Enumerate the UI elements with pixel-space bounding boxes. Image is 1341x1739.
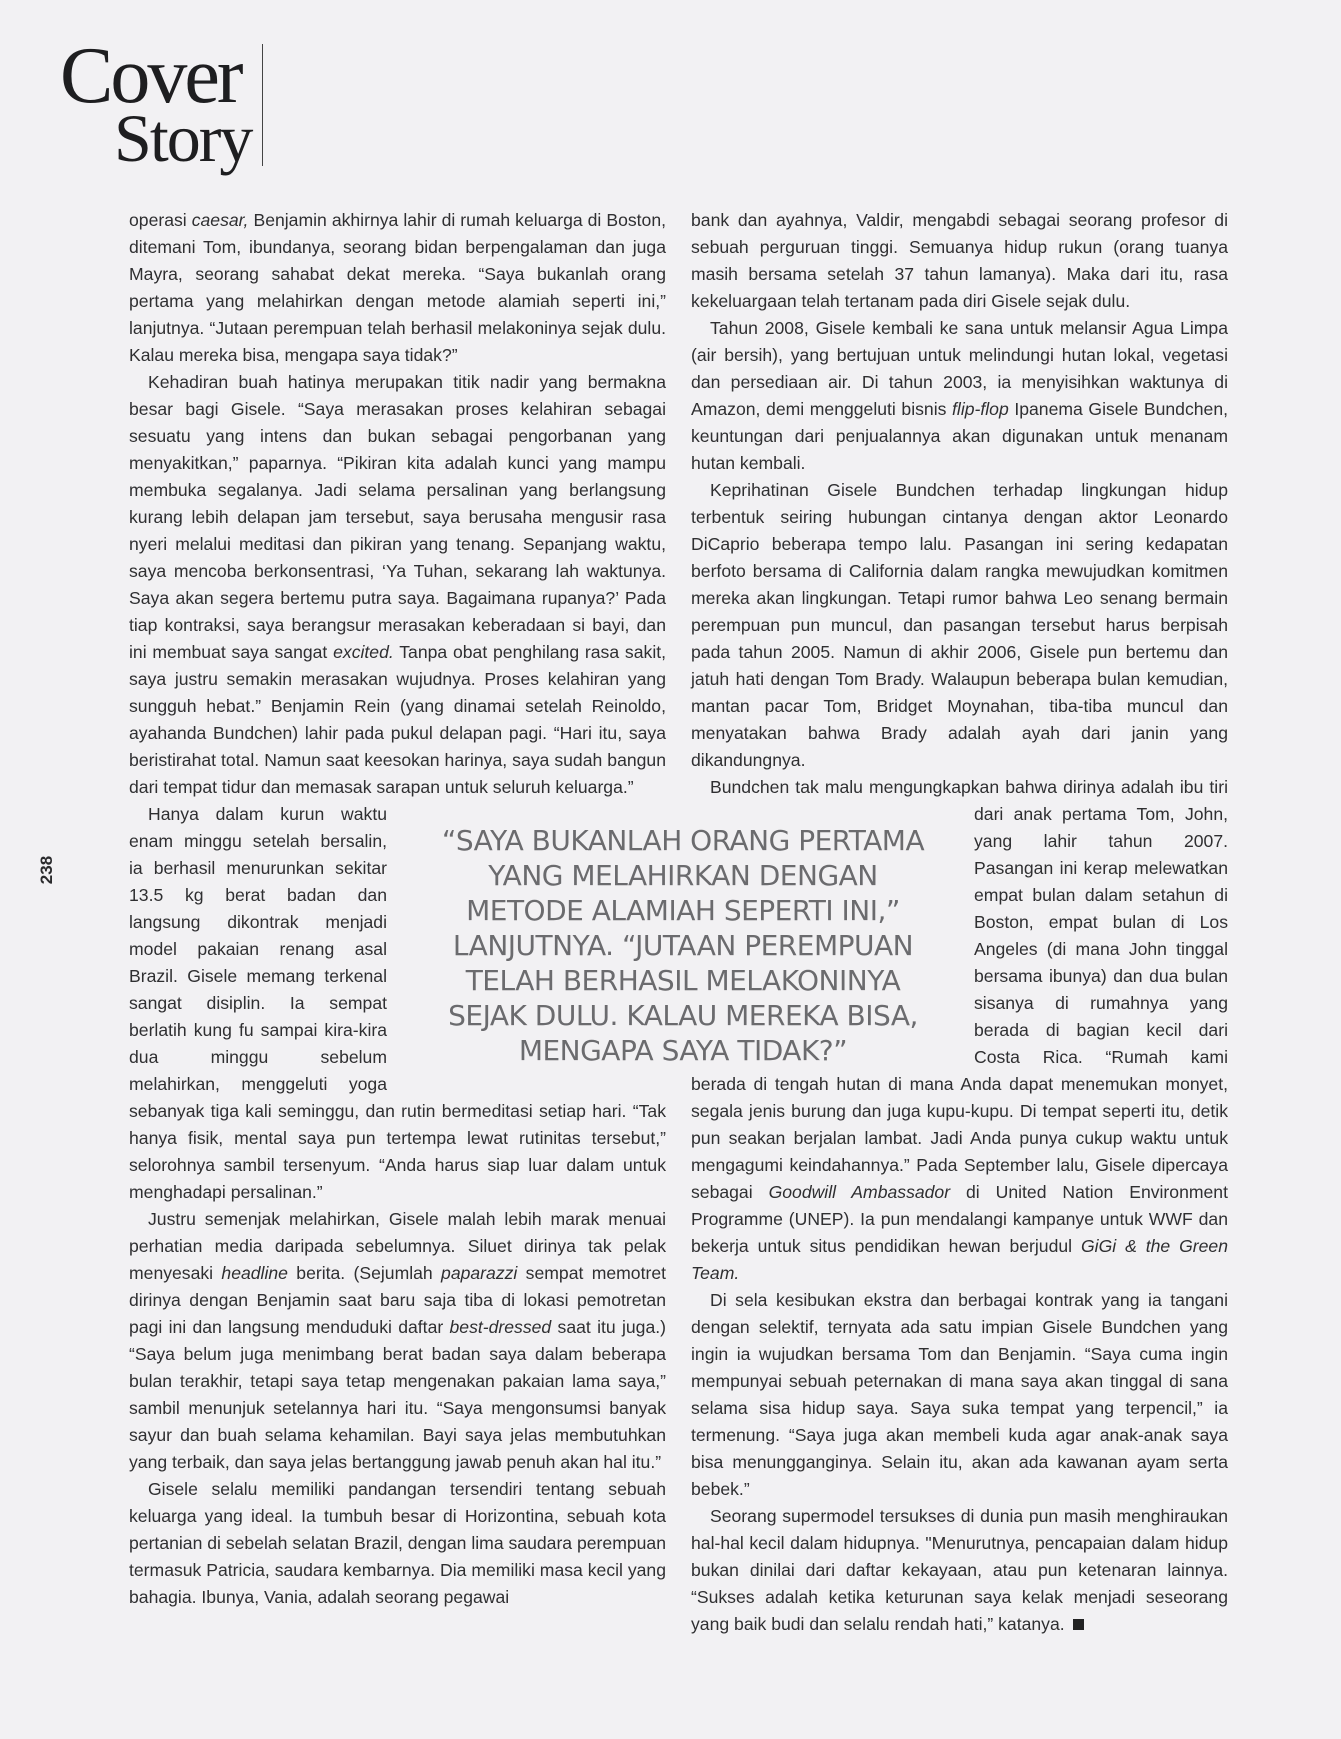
paragraph: Hanya dalam kurun waktu enam minggu setelah bersalin, ia berhasil menurunkan sekitar 13.5 kg berat badan dan langsung dikontrak menjadi model pakaian renang asal Brazil. Gisele memang terkenal sangat disiplin. Ia sempat berlatih kung fu sampai kira-kira dua minggu sebelum melahirkan, menggeluti yoga sebanyak tiga kali seminggu, dan rutin bermeditasi setiap hari. “Tak hanya fisik, mental saya pun tertempa lewat rutinitas tersebut,” selorohnya sambil tersenyum. “Anda harus siap luar dalam untuk menghadapi persalinan.” xyxy=(129,804,666,1202)
page-number: 238 xyxy=(37,855,56,885)
pull-quote: “SAYA BUKANLAH ORANG PERTAMA YANG MELAHIRKAN DENGAN METODE ALAMIAH SEPERTI INI,” LANJUTNYA. “JUTAAN PEREMPUAN TELAH BERHASIL MELAKONINYA SEJAK DULU. KALAU MEREKA BISA, MENGAPA SAYA TIDAK?” xyxy=(441,824,925,1067)
paragraph: operasi caesar, Benjamin akhirnya lahir di rumah keluarga di Boston, ditemani Tom, ibundanya, seorang bidan berpengalaman dan juga Mayra, seorang sahabat dekat mereka. “Saya bukanlah orang pertama yang melahirkan dengan metode alamiah seperti ini,” lanjutnya. “Jutaan perempuan telah berhasil melakoninya sejak dulu. Kalau mereka bisa, mengapa saya tidak?” xyxy=(129,210,667,365)
paragraph: Seorang supermodel tersukses di dunia pun masih menghiraukan hal-hal kecil dalam hidupnya. "Menurutnya, pencapaian dalam hidup bukan dinilai dari daftar kekayaan, atau pun ketenaran lainnya. “Sukses adalah ketika keturunan saya kelak menjadi seseorang yang baik budi dan selalu rendah hati,” katanya. xyxy=(691,1506,1228,1634)
paragraph: Di sela kesibukan ekstra dan berbagai kontrak yang ia tangani dengan selektif, ternyata ada satu impian Gisele Bundchen yang ingin ia wujudkan bersama Tom dan Benjamin. “Saya cuma ingin mempunyai sebuah peternakan di mana saya akan tinggal di sana selama sisa hidup saya. Saya suka tempat yang terpencil,” ia termenung. “Saya juga akan membeli kuda agar anak-anak saya bisa menungganginya. Selain itu, akan ada kawanan ayam serta bebek.” xyxy=(691,1290,1228,1499)
end-of-article-mark xyxy=(1073,1619,1084,1630)
paragraph: Kehadiran buah hatinya merupakan titik nadir yang bermakna besar bagi Gisele. “Saya merasakan proses kelahiran sebagai sesuatu yang intens dan bukan sebagai pengorbanan yang menyakitkan,” paparnya. “Pikiran kita adalah kunci yang mampu membuka segalanya. Jadi selama persalinan yang berlangsung kurang lebih delapan jam tersebut, saya berusaha mengusir rasa nyeri melalui meditasi dan pikiran yang tenang. Sepanjang waktu, saya mencoba berkonsentrasi, ‘Ya Tuhan, sekarang lah waktunya. Saya akan segera bertemu putra saya. Bagaimana rupanya?’ Pada tiap kontraksi, saya berangsur merasakan keberadaan si bayi, dan ini membuat saya sangat excited. Tanpa obat penghilang rasa sakit, saya justru semakin merasakan wujudnya. Proses kelahiran yang sungguh hebat.” Benjamin Rein (yang dinamai setelah Reinoldo, ayahanda Bundchen) lahir pada pukul delapan pagi. “Hari itu, saya beristirahat total. Namun saat keesokan harinya, saya sudah bangun dari tempat tidur dan memasak sarapan untuk seluruh keluarga.” xyxy=(129,372,666,797)
paragraph: bank dan ayahnya, Valdir, mengabdi sebagai seorang profesor di sebuah perguruan tinggi. Semuanya hidup rukun (orang tuanya masih bersama setelah 37 tahun lamanya). Maka dari itu, rasa kekeluargaan telah tertanam pada diri Gisele sejak dulu. xyxy=(691,210,1228,311)
paragraph: Keprihatinan Gisele Bundchen terhadap lingkungan hidup terbentuk seiring hubungan cintanya dengan aktor Leonardo DiCaprio beberapa tempo lalu. Pasangan ini sering kedapatan berfoto bersama di California dalam rangka mewujudkan komitmen mereka akan lingkungan. Tetapi rumor bahwa Leo senang bermain perempuan pun muncul, dan pasangan tersebut harus berpisah pada tahun 2005. Namun di akhir 2006, Gisele pun bertemu dan jatuh hati dengan Tom Brady. Walaupun beberapa bulan kemudian, mantan pacar Tom, Bridget Moynahan, tiba-tiba muncul dan menyatakan bahwa Brady adalah ayah dari janin yang dikandungnya. xyxy=(691,480,1228,770)
section-title-story: Story xyxy=(114,100,252,176)
header-divider xyxy=(262,44,263,166)
paragraph: Bundchen tak malu mengungkapkan bahwa dirinya adalah ibu tiri dari anak pertama Tom, John, yang lahir tahun 2007. Pasangan ini kerap melewatkan empat bulan dalam setahun di Boston, empat bulan di Los Angeles (di mana John tinggal bersama ibunya) dan dua bulan sisanya di rumahnya yang berada di bagian kecil dari Costa Rica. “Rumah kami berada di tengah hutan di mana Anda dapat menemukan monyet, segala jenis burung dan juga kupu-kupu. Di tempat seperti itu, detik pun seakan berjalan lambat. Jadi Anda punya cukup waktu untuk mengagumi keindahannya.” Pada September lalu, Gisele dipercaya sebagai Goodwill Ambassador di United Nation Environment Programme (UNEP). Ia pun mendalangi kampanye untuk WWF dan bekerja untuk situs pendidikan hewan berjudul GiGi & the Green Team. xyxy=(691,777,1228,1283)
section-header xyxy=(60,32,270,176)
paragraph: Gisele selalu memiliki pandangan tersendiri tentang sebuah keluarga yang ideal. Ia tumbuh besar di Horizontina, sebuah kota pertanian di sebelah selatan Brazil, dengan lima saudara perempuan termasuk Patricia, saudara kembarnya. Dia memiliki masa kecil yang bahagia. Ibunya, Vania, adalah seorang pegawai xyxy=(129,1479,666,1607)
paragraph: Justru semenjak melahirkan, Gisele malah lebih marak menuai perhatian media daripada sebelumnya. Siluet dirinya tak pelak menyesaki headline berita. (Sejumlah paparazzi sempat memotret dirinya dengan Benjamin saat baru saja tiba di lokasi pemotretan pagi ini dan langsung menduduki daftar best-dressed saat itu juga.) “Saya belum juga menimbang berat badan saya dalam beberapa bulan terakhir, tetapi saya tetap mengenakan pakaian lama saya,” sambil menunjuk setelannya hari itu. “Saya mengonsumsi banyak sayur dan buah selama kehamilan. Bayi saya jelas membutuhkan yang terbaik, dan saya jelas bertanggung jawab penuh akan hal itu.” xyxy=(129,1209,666,1472)
paragraph: Tahun 2008, Gisele kembali ke sana untuk melansir Agua Limpa (air bersih), yang bertujuan untuk melindungi hutan lokal, vegetasi dan persediaan air. Di tahun 2003, ia menyisihkan waktunya di Amazon, demi menggeluti bisnis flip-flop Ipanema Gisele Bundchen, keuntungan dari penjualannya akan digunakan untuk menanam hutan kembali. xyxy=(691,318,1228,473)
section-title-cover: Cover xyxy=(60,32,241,120)
